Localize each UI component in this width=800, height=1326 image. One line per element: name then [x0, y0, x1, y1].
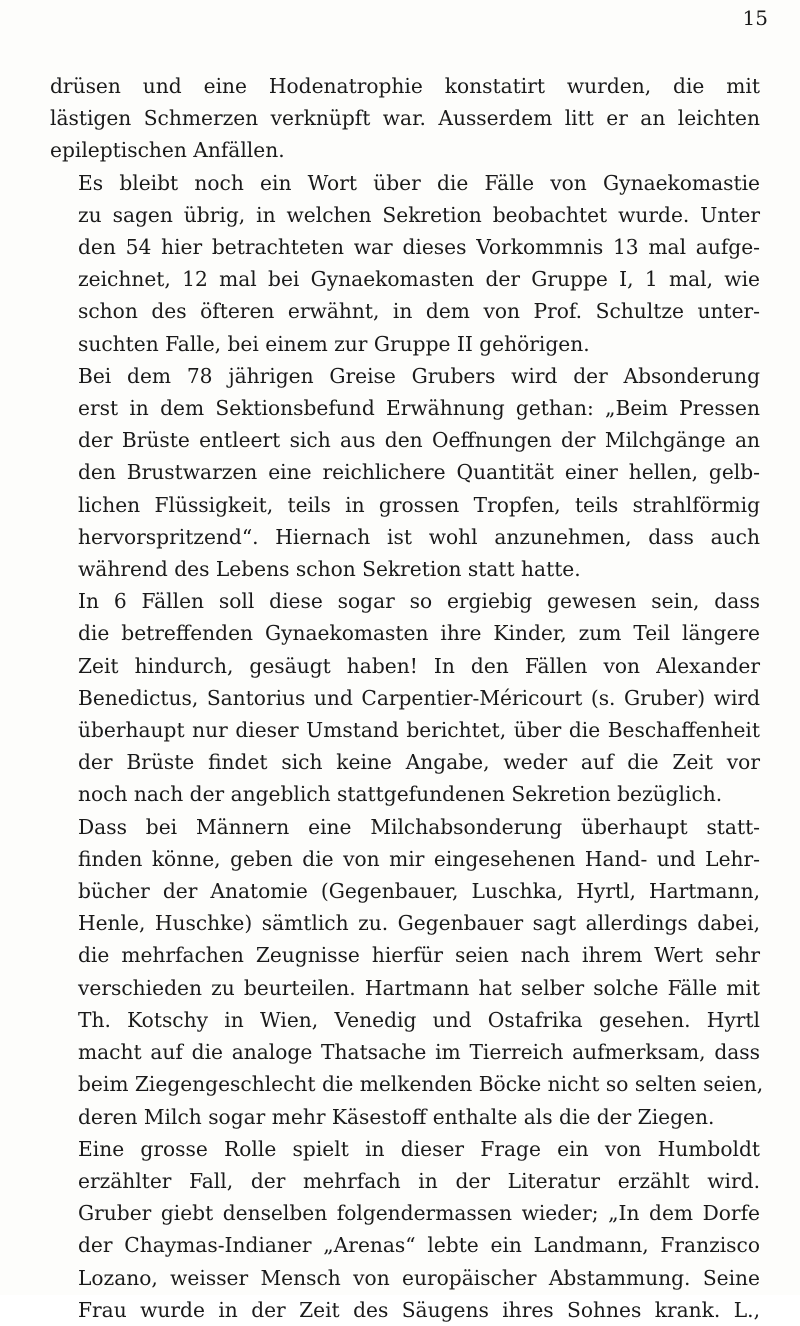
text-line: zeichnet, 12 mal bei Gynaekomasten der Gruppe I, 1 mal, wie — [78, 267, 760, 292]
text-line: hervorspritzend“. Hiernach ist wohl anzunehmen, dass auch — [78, 524, 760, 549]
paragraph — [50, 70, 760, 167]
text-line: verschieden zu beurteilen. Hartmann hat selber solche Fälle mit — [78, 975, 760, 1000]
paragraph — [50, 167, 760, 360]
text-line: epileptischen Anfällen. — [50, 138, 285, 163]
text-line: finden könne, geben die von mir eingesehenen Hand- und Lehr- — [78, 846, 760, 871]
paragraph — [50, 360, 760, 585]
paragraph — [50, 1133, 760, 1326]
text-line: beim Ziegengeschlecht die melkenden Böcke nicht so selten seien, — [78, 1072, 764, 1097]
text-line: die betreffenden Gynaekomasten ihre Kinder, zum Teil längere — [78, 621, 760, 646]
text-line: lichen Flüssigkeit, teils in grossen Tropfen, teils strahlförmig — [78, 492, 760, 517]
paragraph — [50, 811, 764, 1133]
text-line: während des Lebens schon Sekretion statt hatte. — [78, 557, 581, 582]
text-line: Th. Kotschy in Wien, Venedig und Ostafrika gesehen. Hyrtl — [78, 1007, 760, 1032]
text-line: Eine grosse Rolle spielt in dieser Frage ein von Humboldt — [78, 1136, 760, 1161]
text-line: der Brüste findet sich keine Angabe, weder auf die Zeit vor — [78, 750, 760, 775]
text-line: erst in dem Sektionsbefund Erwähnung gethan: „Beim Pressen — [78, 396, 760, 421]
text-line: der Chaymas-Indianer „Arenas“ lebte ein Landmann, Franzisco — [78, 1233, 760, 1258]
text-line: Es bleibt noch ein Wort über die Fälle von Gynaekomastie — [78, 170, 760, 195]
text-line: deren Milch sogar mehr Käsestoff enthalte als die der Ziegen. — [78, 1104, 715, 1129]
text-line: Henle, Huschke) sämtlich zu. Gegenbauer sagt allerdings dabei, — [78, 911, 760, 936]
text-line: suchten Falle, bei einem zur Gruppe II gehörigen. — [78, 331, 590, 356]
page-number: 15 — [742, 6, 768, 30]
text-line: überhaupt nur dieser Umstand berichtet, über die Beschaffenheit — [78, 718, 760, 743]
paragraph — [50, 585, 760, 810]
text-line: Dass bei Männern eine Milchabsonderung überhaupt statt- — [78, 814, 760, 839]
text-line: die mehrfachen Zeugnisse hierfür seien nach ihrem Wert sehr — [78, 943, 760, 968]
text-line: Lozano, weisser Mensch von europäischer Abstammung. Seine — [78, 1265, 760, 1290]
text-line: Frau wurde in der Zeit des Säugens ihres Sohnes krank. L., — [78, 1297, 760, 1322]
text-line: den Brustwarzen eine reichlichere Quantität einer hellen, gelb- — [78, 460, 760, 485]
text-line: der Brüste entleert sich aus den Oeffnungen der Milchgänge an — [78, 428, 760, 453]
text-line: macht auf die analoge Thatsache im Tierreich aufmerksam, dass — [78, 1040, 760, 1065]
text-line: bücher der Anatomie (Gegenbauer, Luschka, Hyrtl, Hartmann, — [78, 879, 760, 904]
text-line: Benedictus, Santorius und Carpentier-Méricourt (s. Gruber) wird — [78, 685, 760, 710]
text-line: zu sagen übrig, in welchen Sekretion beobachtet wurde. Unter — [78, 202, 760, 227]
text-line: Zeit hindurch, gesäugt haben! In den Fällen von Alexander — [78, 653, 760, 678]
text-line: lästigen Schmerzen verknüpft war. Ausserdem litt er an leichten — [50, 106, 760, 131]
text-line: In 6 Fällen soll diese sogar so ergiebig gewesen sein, dass — [78, 589, 760, 614]
text-line: Bei dem 78 jährigen Greise Grubers wird der Absonderung — [78, 363, 760, 388]
text-line: drüsen und eine Hodenatrophie konstatirt wurden, die mit — [50, 74, 760, 98]
text-line: schon des öfteren erwähnt, in dem von Prof. Schultze unter- — [78, 299, 760, 324]
text-line: erzählter Fall, der mehrfach in der Literatur erzählt wird. — [78, 1168, 760, 1193]
text-line: den 54 hier betrachteten war dieses Vorkommnis 13 mal aufge- — [78, 235, 760, 260]
text-line: Gruber giebt denselben folgendermassen wieder; „In dem Dorfe — [78, 1201, 760, 1226]
text-line: noch nach der angeblich stattgefundenen Sekretion bezüglich. — [78, 782, 723, 807]
body-text — [50, 70, 764, 1326]
